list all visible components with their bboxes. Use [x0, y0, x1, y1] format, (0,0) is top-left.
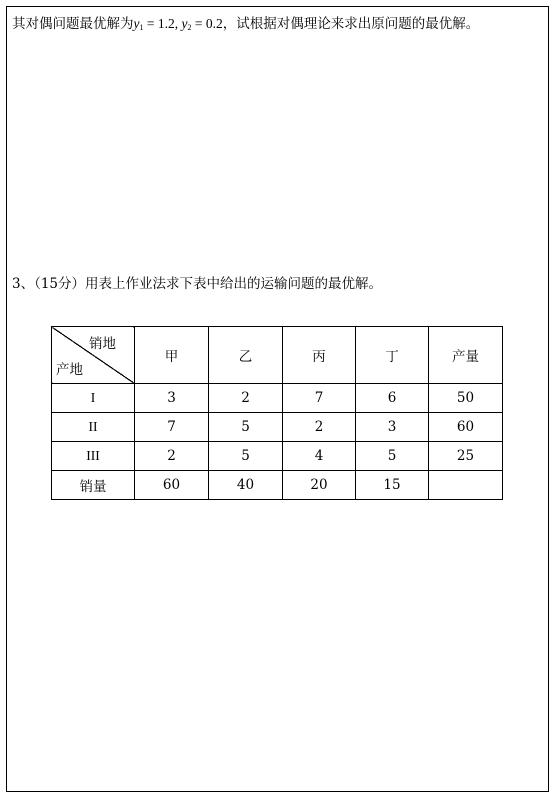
origin-label: I	[52, 384, 135, 413]
supply-cell: 60	[429, 413, 503, 442]
cost-cell: 2	[283, 413, 356, 442]
cost-cell: 4	[283, 442, 356, 471]
demand-row	[52, 471, 503, 500]
question-prefix: 其对偶问题最优解为	[12, 16, 134, 32]
cost-cell: 6	[356, 384, 429, 413]
dual-solution-question	[12, 15, 479, 37]
cost-cell: 2	[135, 442, 209, 471]
corner-destination-label: 销地	[89, 336, 116, 352]
cost-cell: 3	[135, 384, 209, 413]
demand-cell: 40	[209, 471, 283, 500]
demand-cell: 15	[356, 471, 429, 500]
cost-cell: 2	[209, 384, 283, 413]
table-row	[52, 384, 503, 413]
origin-label: II	[52, 413, 135, 442]
y2-variable: y	[181, 16, 188, 31]
transport-table	[51, 326, 503, 500]
y1-value: = 1.2,	[143, 16, 182, 31]
question-suffix: ，试根据对偶理论来求出原问题的最优解。	[222, 16, 480, 32]
empty-cell	[429, 471, 503, 500]
y1-subscript: 1	[139, 23, 144, 32]
y2-subscript: 2	[187, 23, 192, 32]
y2-value: = 0.2	[191, 16, 223, 31]
table-row	[52, 442, 503, 471]
supply-cell: 50	[429, 384, 503, 413]
destination-header: 丙	[283, 327, 356, 384]
cost-cell: 5	[209, 442, 283, 471]
cost-cell: 3	[356, 413, 429, 442]
cost-cell: 7	[283, 384, 356, 413]
cost-cell: 5	[209, 413, 283, 442]
dual-solution-formula	[134, 16, 223, 31]
supply-cell: 25	[429, 442, 503, 471]
destination-header: 乙	[209, 327, 283, 384]
corner-cell	[52, 327, 135, 384]
demand-cell: 20	[283, 471, 356, 500]
y1-variable: y	[133, 16, 140, 31]
origin-label: III	[52, 442, 135, 471]
question-3: 3、（15分）用表上作业法求下表中给出的运输问题的最优解。	[12, 276, 383, 292]
demand-label: 销量	[52, 471, 135, 500]
table-header-row	[52, 327, 503, 384]
destination-header: 丁	[356, 327, 429, 384]
cost-cell: 5	[356, 442, 429, 471]
cost-cell: 7	[135, 413, 209, 442]
table-row	[52, 413, 503, 442]
corner-origin-label: 产地	[56, 362, 83, 378]
destination-header: 甲	[135, 327, 209, 384]
supply-header: 产量	[429, 327, 503, 384]
demand-cell: 60	[135, 471, 209, 500]
